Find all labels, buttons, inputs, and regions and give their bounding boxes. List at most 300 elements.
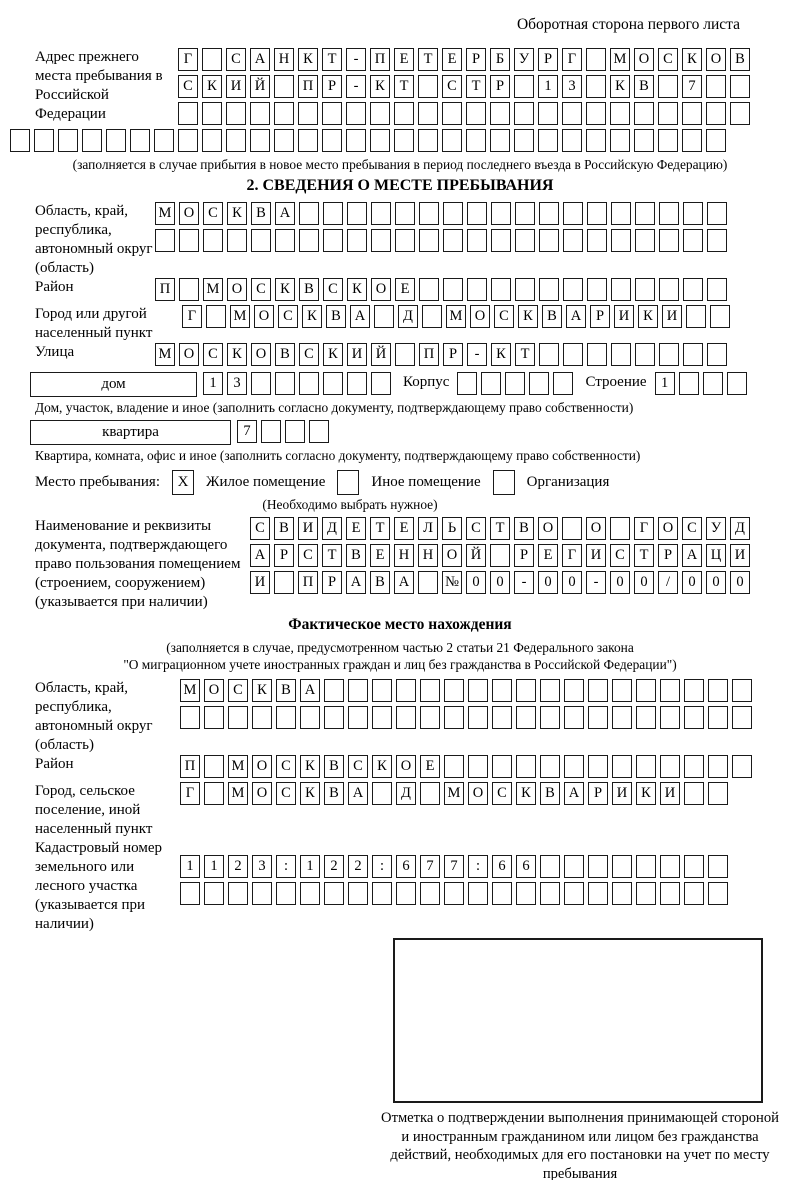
char-box[interactable] [564, 855, 584, 878]
char-box[interactable]: Е [538, 544, 558, 567]
char-box[interactable]: К [300, 782, 320, 805]
char-box[interactable]: А [394, 571, 414, 594]
char-box[interactable] [515, 278, 535, 301]
char-box[interactable] [612, 679, 632, 702]
char-box[interactable] [203, 229, 223, 252]
char-box[interactable] [563, 343, 583, 366]
char-box[interactable]: Т [370, 517, 390, 540]
char-box[interactable]: В [540, 782, 560, 805]
char-box[interactable]: Р [443, 343, 463, 366]
char-box[interactable]: Т [515, 343, 535, 366]
char-box[interactable]: К [347, 278, 367, 301]
char-box[interactable]: С [299, 343, 319, 366]
char-box[interactable]: К [636, 782, 656, 805]
char-box[interactable] [686, 305, 706, 328]
char-box[interactable]: Д [396, 782, 416, 805]
char-box[interactable]: 0 [562, 571, 582, 594]
char-box[interactable] [611, 343, 631, 366]
char-box[interactable]: И [298, 517, 318, 540]
char-box[interactable]: 2 [228, 855, 248, 878]
char-box[interactable] [683, 229, 703, 252]
char-box[interactable] [553, 372, 573, 395]
char-box[interactable]: К [682, 48, 702, 71]
char-box[interactable] [562, 517, 582, 540]
char-box[interactable]: А [275, 202, 295, 225]
char-box[interactable]: Л [418, 517, 438, 540]
char-box[interactable] [299, 202, 319, 225]
char-box[interactable] [419, 202, 439, 225]
char-box[interactable] [586, 75, 606, 98]
char-box[interactable]: : [276, 855, 296, 878]
char-box[interactable] [562, 102, 582, 125]
char-box[interactable] [394, 129, 414, 152]
char-box[interactable] [206, 305, 226, 328]
char-box[interactable]: Р [322, 571, 342, 594]
char-box[interactable]: С [658, 48, 678, 71]
char-box[interactable] [347, 229, 367, 252]
char-box[interactable] [710, 305, 730, 328]
char-box[interactable]: О [658, 517, 678, 540]
char-box[interactable]: В [324, 782, 344, 805]
char-box[interactable]: Е [442, 48, 462, 71]
char-box[interactable]: С [276, 755, 296, 778]
char-box[interactable] [539, 343, 559, 366]
char-box[interactable]: 0 [634, 571, 654, 594]
char-box[interactable]: 3 [252, 855, 272, 878]
char-box[interactable] [370, 102, 390, 125]
char-box[interactable]: И [586, 544, 606, 567]
char-box[interactable]: Р [274, 544, 294, 567]
char-box[interactable]: К [298, 48, 318, 71]
char-box[interactable]: 6 [396, 855, 416, 878]
char-box[interactable]: С [228, 679, 248, 702]
char-box[interactable]: А [564, 782, 584, 805]
char-box[interactable] [636, 755, 656, 778]
char-box[interactable] [586, 102, 606, 125]
char-box[interactable] [490, 544, 510, 567]
char-box[interactable] [658, 75, 678, 98]
char-box[interactable] [372, 782, 392, 805]
char-box[interactable] [420, 679, 440, 702]
char-box[interactable] [347, 372, 367, 395]
char-box[interactable] [492, 679, 512, 702]
char-box[interactable]: - [346, 48, 366, 71]
char-box[interactable] [636, 855, 656, 878]
char-box[interactable]: 7 [420, 855, 440, 878]
char-box[interactable]: О [442, 544, 462, 567]
char-box[interactable] [347, 202, 367, 225]
char-box[interactable]: И [660, 782, 680, 805]
char-box[interactable]: Р [322, 75, 342, 98]
char-box[interactable]: С [276, 782, 296, 805]
char-box[interactable]: Т [418, 48, 438, 71]
char-box[interactable]: М [228, 755, 248, 778]
char-box[interactable] [727, 372, 747, 395]
char-box[interactable] [587, 202, 607, 225]
char-box[interactable] [707, 278, 727, 301]
char-box[interactable] [348, 882, 368, 905]
char-box[interactable] [708, 855, 728, 878]
char-box[interactable] [586, 48, 606, 71]
char-box[interactable] [540, 706, 560, 729]
char-box[interactable] [228, 706, 248, 729]
char-box[interactable]: О [204, 679, 224, 702]
char-box[interactable] [226, 129, 246, 152]
char-box[interactable]: В [276, 679, 296, 702]
char-box[interactable] [466, 129, 486, 152]
char-box[interactable] [514, 102, 534, 125]
char-box[interactable] [252, 882, 272, 905]
char-box[interactable]: Ь [442, 517, 462, 540]
char-box[interactable]: П [370, 48, 390, 71]
char-box[interactable] [612, 755, 632, 778]
char-box[interactable] [204, 882, 224, 905]
char-box[interactable] [468, 679, 488, 702]
char-box[interactable] [346, 129, 366, 152]
char-box[interactable]: В [299, 278, 319, 301]
char-box[interactable]: 1 [204, 855, 224, 878]
char-box[interactable] [250, 129, 270, 152]
char-box[interactable] [659, 343, 679, 366]
char-box[interactable]: М [180, 679, 200, 702]
char-box[interactable] [443, 229, 463, 252]
char-box[interactable]: А [300, 679, 320, 702]
char-box[interactable]: М [155, 343, 175, 366]
char-box[interactable] [660, 755, 680, 778]
char-box[interactable]: 0 [610, 571, 630, 594]
char-box[interactable] [276, 706, 296, 729]
char-box[interactable] [370, 129, 390, 152]
char-box[interactable] [348, 706, 368, 729]
char-box[interactable] [443, 278, 463, 301]
char-box[interactable] [588, 706, 608, 729]
char-box[interactable]: О [179, 343, 199, 366]
char-box[interactable] [309, 420, 329, 443]
char-box[interactable]: Р [514, 544, 534, 567]
char-box[interactable]: Р [658, 544, 678, 567]
char-box[interactable]: И [614, 305, 634, 328]
char-box[interactable]: К [252, 679, 272, 702]
char-box[interactable] [563, 229, 583, 252]
char-box[interactable]: Г [562, 48, 582, 71]
char-box[interactable] [322, 129, 342, 152]
char-box[interactable]: 2 [348, 855, 368, 878]
char-box[interactable] [396, 882, 416, 905]
char-box[interactable]: С [203, 202, 223, 225]
char-box[interactable] [323, 229, 343, 252]
char-box[interactable]: 0 [730, 571, 750, 594]
char-box[interactable] [612, 855, 632, 878]
char-box[interactable] [178, 129, 198, 152]
char-box[interactable]: 1 [655, 372, 675, 395]
char-box[interactable]: С [494, 305, 514, 328]
char-box[interactable] [444, 706, 464, 729]
char-box[interactable] [275, 372, 295, 395]
char-box[interactable] [588, 755, 608, 778]
char-box[interactable]: Н [274, 48, 294, 71]
char-box[interactable] [516, 706, 536, 729]
char-box[interactable] [684, 679, 704, 702]
char-box[interactable]: К [638, 305, 658, 328]
char-box[interactable] [324, 882, 344, 905]
char-box[interactable] [684, 782, 704, 805]
char-box[interactable] [442, 129, 462, 152]
char-box[interactable] [274, 102, 294, 125]
char-box[interactable]: С [610, 544, 630, 567]
char-box[interactable]: Е [394, 48, 414, 71]
checkbox-inoe-pomeshchenie[interactable] [337, 470, 359, 495]
char-box[interactable]: К [227, 343, 247, 366]
char-box[interactable] [82, 129, 102, 152]
char-box[interactable]: Б [490, 48, 510, 71]
char-box[interactable]: И [250, 571, 270, 594]
char-box[interactable] [468, 882, 488, 905]
char-box[interactable] [732, 755, 752, 778]
char-box[interactable] [250, 102, 270, 125]
char-box[interactable] [708, 679, 728, 702]
char-box[interactable]: К [370, 75, 390, 98]
char-box[interactable] [707, 202, 727, 225]
char-box[interactable] [274, 75, 294, 98]
char-box[interactable]: П [298, 571, 318, 594]
char-box[interactable] [660, 706, 680, 729]
char-box[interactable] [418, 75, 438, 98]
char-box[interactable]: М [610, 48, 630, 71]
char-box[interactable]: С [466, 517, 486, 540]
char-box[interactable]: О [538, 517, 558, 540]
char-box[interactable] [684, 882, 704, 905]
char-box[interactable] [529, 372, 549, 395]
char-box[interactable] [660, 882, 680, 905]
char-box[interactable] [706, 75, 726, 98]
char-box[interactable] [492, 755, 512, 778]
char-box[interactable]: С [442, 75, 462, 98]
char-box[interactable]: А [250, 48, 270, 71]
char-box[interactable] [540, 679, 560, 702]
char-box[interactable]: И [347, 343, 367, 366]
char-box[interactable] [322, 102, 342, 125]
char-box[interactable] [457, 372, 477, 395]
char-box[interactable]: 1 [203, 372, 223, 395]
char-box[interactable] [285, 420, 305, 443]
char-box[interactable] [540, 855, 560, 878]
char-box[interactable] [564, 679, 584, 702]
char-box[interactable]: П [419, 343, 439, 366]
char-box[interactable] [298, 102, 318, 125]
char-box[interactable] [611, 202, 631, 225]
char-box[interactable]: М [444, 782, 464, 805]
char-box[interactable] [514, 129, 534, 152]
char-box[interactable] [635, 202, 655, 225]
char-box[interactable] [682, 102, 702, 125]
char-box[interactable]: К [372, 755, 392, 778]
char-box[interactable]: Е [420, 755, 440, 778]
char-box[interactable] [588, 679, 608, 702]
checkbox-organizatsiya[interactable] [493, 470, 515, 495]
char-box[interactable]: К [491, 343, 511, 366]
char-box[interactable]: Й [371, 343, 391, 366]
char-box[interactable] [707, 343, 727, 366]
char-box[interactable] [706, 102, 726, 125]
char-box[interactable]: В [326, 305, 346, 328]
char-box[interactable]: Р [538, 48, 558, 71]
char-box[interactable] [261, 420, 281, 443]
char-box[interactable] [274, 571, 294, 594]
char-box[interactable] [481, 372, 501, 395]
char-box[interactable]: О [252, 755, 272, 778]
char-box[interactable] [564, 706, 584, 729]
char-box[interactable] [444, 679, 464, 702]
char-box[interactable]: О [251, 343, 271, 366]
char-box[interactable] [587, 229, 607, 252]
char-box[interactable]: П [298, 75, 318, 98]
char-box[interactable]: 7 [237, 420, 257, 443]
char-box[interactable]: В [346, 544, 366, 567]
char-box[interactable] [539, 202, 559, 225]
char-box[interactable] [588, 855, 608, 878]
char-box[interactable] [683, 202, 703, 225]
char-box[interactable] [394, 102, 414, 125]
char-box[interactable] [251, 372, 271, 395]
char-box[interactable] [371, 229, 391, 252]
char-box[interactable] [636, 706, 656, 729]
char-box[interactable]: В [275, 343, 295, 366]
char-box[interactable] [540, 755, 560, 778]
char-box[interactable] [204, 706, 224, 729]
char-box[interactable]: М [230, 305, 250, 328]
char-box[interactable] [419, 278, 439, 301]
char-box[interactable] [180, 706, 200, 729]
char-box[interactable]: Т [634, 544, 654, 567]
char-box[interactable]: О [396, 755, 416, 778]
char-box[interactable] [227, 229, 247, 252]
char-box[interactable]: С [203, 343, 223, 366]
char-box[interactable] [58, 129, 78, 152]
char-box[interactable]: С [348, 755, 368, 778]
char-box[interactable] [371, 202, 391, 225]
char-box[interactable] [491, 229, 511, 252]
char-box[interactable] [730, 75, 750, 98]
char-box[interactable]: К [275, 278, 295, 301]
char-box[interactable] [10, 129, 30, 152]
char-box[interactable]: К [227, 202, 247, 225]
char-box[interactable] [515, 202, 535, 225]
char-box[interactable]: Й [466, 544, 486, 567]
char-box[interactable]: К [202, 75, 222, 98]
char-box[interactable]: Е [394, 517, 414, 540]
char-box[interactable]: : [468, 855, 488, 878]
char-box[interactable]: 0 [490, 571, 510, 594]
char-box[interactable] [422, 305, 442, 328]
char-box[interactable] [178, 102, 198, 125]
char-box[interactable]: И [226, 75, 246, 98]
char-box[interactable] [324, 706, 344, 729]
char-box[interactable] [515, 229, 535, 252]
char-box[interactable]: С [323, 278, 343, 301]
char-box[interactable] [708, 782, 728, 805]
char-box[interactable] [610, 102, 630, 125]
char-box[interactable]: 7 [682, 75, 702, 98]
char-box[interactable] [611, 229, 631, 252]
char-box[interactable]: А [348, 782, 368, 805]
char-box[interactable] [323, 372, 343, 395]
char-box[interactable]: И [612, 782, 632, 805]
char-box[interactable]: Т [466, 75, 486, 98]
char-box[interactable]: В [370, 571, 390, 594]
char-box[interactable] [635, 343, 655, 366]
char-box[interactable]: О [706, 48, 726, 71]
char-box[interactable]: М [203, 278, 223, 301]
char-box[interactable]: : [372, 855, 392, 878]
char-box[interactable]: С [492, 782, 512, 805]
char-box[interactable] [179, 229, 199, 252]
char-box[interactable]: 2 [324, 855, 344, 878]
char-box[interactable] [180, 882, 200, 905]
char-box[interactable]: Г [634, 517, 654, 540]
char-box[interactable] [492, 882, 512, 905]
char-box[interactable] [684, 755, 704, 778]
char-box[interactable]: Т [394, 75, 414, 98]
char-box[interactable]: О [371, 278, 391, 301]
char-box[interactable]: 1 [538, 75, 558, 98]
char-box[interactable]: А [346, 571, 366, 594]
char-box[interactable]: С [298, 544, 318, 567]
char-box[interactable] [612, 706, 632, 729]
char-box[interactable]: В [324, 755, 344, 778]
char-box[interactable] [732, 706, 752, 729]
char-box[interactable] [372, 882, 392, 905]
char-box[interactable] [490, 129, 510, 152]
char-box[interactable]: О [227, 278, 247, 301]
char-box[interactable]: О [586, 517, 606, 540]
char-box[interactable] [611, 278, 631, 301]
char-box[interactable] [202, 48, 222, 71]
char-box[interactable] [204, 755, 224, 778]
char-box[interactable]: 6 [516, 855, 536, 878]
char-box[interactable] [586, 129, 606, 152]
char-box[interactable] [491, 278, 511, 301]
char-box[interactable] [634, 129, 654, 152]
char-box[interactable] [418, 129, 438, 152]
char-box[interactable] [467, 202, 487, 225]
char-box[interactable] [540, 882, 560, 905]
char-box[interactable] [679, 372, 699, 395]
char-box[interactable] [708, 706, 728, 729]
char-box[interactable]: О [634, 48, 654, 71]
char-box[interactable]: С [178, 75, 198, 98]
char-box[interactable]: К [516, 782, 536, 805]
char-box[interactable] [612, 882, 632, 905]
char-box[interactable] [468, 706, 488, 729]
char-box[interactable]: Г [178, 48, 198, 71]
char-box[interactable] [610, 517, 630, 540]
char-box[interactable] [274, 129, 294, 152]
char-box[interactable] [154, 129, 174, 152]
char-box[interactable] [419, 229, 439, 252]
char-box[interactable] [703, 372, 723, 395]
char-box[interactable] [130, 129, 150, 152]
char-box[interactable]: В [634, 75, 654, 98]
char-box[interactable] [372, 679, 392, 702]
char-box[interactable]: О [252, 782, 272, 805]
char-box[interactable]: Т [322, 544, 342, 567]
char-box[interactable]: 0 [538, 571, 558, 594]
char-box[interactable]: А [682, 544, 702, 567]
char-box[interactable] [635, 278, 655, 301]
char-box[interactable] [539, 278, 559, 301]
char-box[interactable]: В [251, 202, 271, 225]
char-box[interactable] [374, 305, 394, 328]
